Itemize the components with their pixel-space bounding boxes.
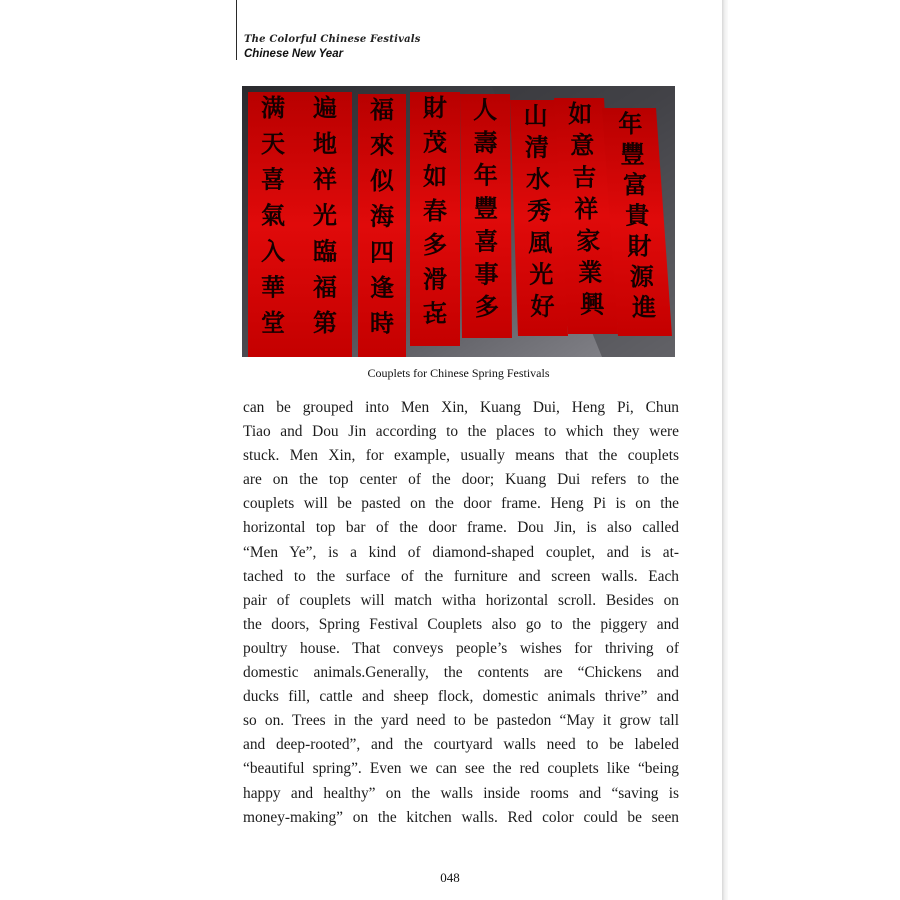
couplet-character: 壽 (473, 127, 498, 157)
running-head (244, 34, 421, 61)
couplet-character: 富 (622, 170, 647, 200)
couplet-character: 福 (370, 95, 394, 124)
couplet-character: 如 (568, 99, 593, 128)
couplet-character: 入 (261, 236, 285, 266)
body-line: domestic animals.Generally, the contents are “Chickens and (243, 664, 679, 682)
figure-caption: Couplets for Chinese Spring Festivals (367, 366, 550, 380)
couplet-character: 財 (423, 93, 447, 122)
couplet-character: 清 (524, 132, 549, 162)
body-line: money-making” on the kitchen walls. Red color could be seen (243, 808, 679, 826)
couplet-character: 興 (580, 289, 605, 319)
page-edge (722, 0, 728, 900)
body-line: ducks fill, cattle and sheep flock, domestic animals thrive” and (243, 688, 679, 706)
body-line: poultry house. That conveys people’s wishes for thriving of (243, 639, 679, 657)
couplet-character: 財 (627, 231, 652, 261)
body-line: are on the top center of the door; Kuang Dui refers to the (243, 471, 679, 489)
couplet-character: 祥 (574, 194, 599, 224)
couplet-character: 茂 (423, 127, 447, 157)
body-line: “beautiful spring”. Even we can see the red couplets like “being (243, 760, 679, 778)
couplet-character: 人 (473, 95, 498, 124)
couplet-character: 第 (313, 308, 337, 338)
couplet-character: 天 (261, 128, 285, 158)
couplet-character: 多 (423, 230, 447, 260)
body-line: stuck. Men Xin, for example, usually means that the couplets (243, 447, 679, 465)
couplet-character: 滑 (423, 264, 447, 294)
couplet-character: 吉 (572, 162, 597, 192)
couplet-character: 氣 (261, 200, 285, 230)
couplet-character: 水 (525, 164, 550, 194)
couplet-character: 光 (529, 259, 554, 289)
couplet-character: 豐 (620, 139, 645, 169)
couplet-character: 逢 (370, 272, 394, 302)
couplet-character: 海 (370, 201, 394, 231)
body-line: can be grouped into Men Xin, Kuang Dui, Heng Pi, Chun (243, 399, 679, 416)
header-rule (236, 0, 237, 60)
couplet-character: 時 (370, 308, 394, 338)
couplet-character: 似 (370, 166, 394, 196)
couplet-character: 祥 (313, 164, 337, 194)
couplet-character: 地 (313, 128, 337, 158)
couplet-character: 光 (313, 200, 337, 230)
couplet-character: 年 (473, 160, 498, 190)
couplet-character: 四 (370, 237, 394, 267)
chapter-title: Chinese New Year (244, 48, 344, 60)
couplet-character: 年 (618, 109, 643, 138)
body-line: couplets will be pasted on the door frame. Heng Pi is on the (243, 495, 679, 513)
couplet-character: 喜 (474, 226, 499, 256)
couplet-character: 满 (261, 93, 285, 122)
series-title: The Colorful Chinese Festivals (244, 34, 421, 45)
couplet-character: 好 (530, 291, 555, 321)
body-line: and deep-rooted”, and the courtyard walls need to be labeled (243, 736, 679, 754)
page-number: 048 (440, 870, 460, 885)
body-line: horizontal top bar of the door frame. Dou Jin, is also called (243, 519, 679, 537)
couplets-photo (242, 86, 675, 357)
couplet-character: 源 (629, 261, 654, 291)
couplet-character: 豐 (474, 193, 499, 223)
couplet-character: 春 (423, 195, 447, 225)
couplet-character: 如 (423, 161, 447, 191)
couplet-character: 秀 (527, 196, 552, 226)
couplet-character: 進 (632, 292, 657, 322)
couplet-character: 堂 (261, 308, 285, 338)
body-line: tached to the surface of the furniture and screen walls. Each (243, 567, 679, 585)
couplet-character: 意 (570, 130, 595, 160)
couplet-character: 山 (523, 101, 548, 130)
couplet-character: 臨 (313, 236, 337, 266)
couplet-character: 華 (261, 272, 285, 302)
couplet-character: 福 (313, 272, 337, 302)
body-line: so on. Trees in the yard need to be pastedon “May it grow tall (243, 712, 679, 730)
body-line: “Men Ye”, is a kind of diamond-shaped couplet, and is at- (243, 543, 679, 561)
couplet-character: 業 (578, 257, 603, 287)
couplet-character: 㐂 (423, 298, 447, 328)
couplets-photo-graphic (242, 86, 675, 357)
body-text (243, 396, 679, 830)
couplet-character: 多 (474, 292, 499, 322)
couplet-character: 風 (528, 227, 553, 257)
body-line: pair of couplets will match witha horizontal scroll. Besides on (243, 591, 679, 609)
couplet-character: 事 (474, 259, 499, 289)
body-line: Tiao and Dou Jin according to the places to which they were (243, 423, 679, 441)
couplet-character: 遍 (313, 93, 337, 122)
couplet-character: 來 (370, 130, 394, 160)
body-line: the doors, Spring Festival Couplets also go to the piggery and (243, 615, 679, 633)
body-line: happy and healthy” on the walls inside rooms and “saving is (243, 784, 679, 802)
couplet-character: 家 (576, 225, 601, 255)
couplet-character: 喜 (261, 164, 285, 194)
couplet-character: 貴 (625, 200, 650, 230)
